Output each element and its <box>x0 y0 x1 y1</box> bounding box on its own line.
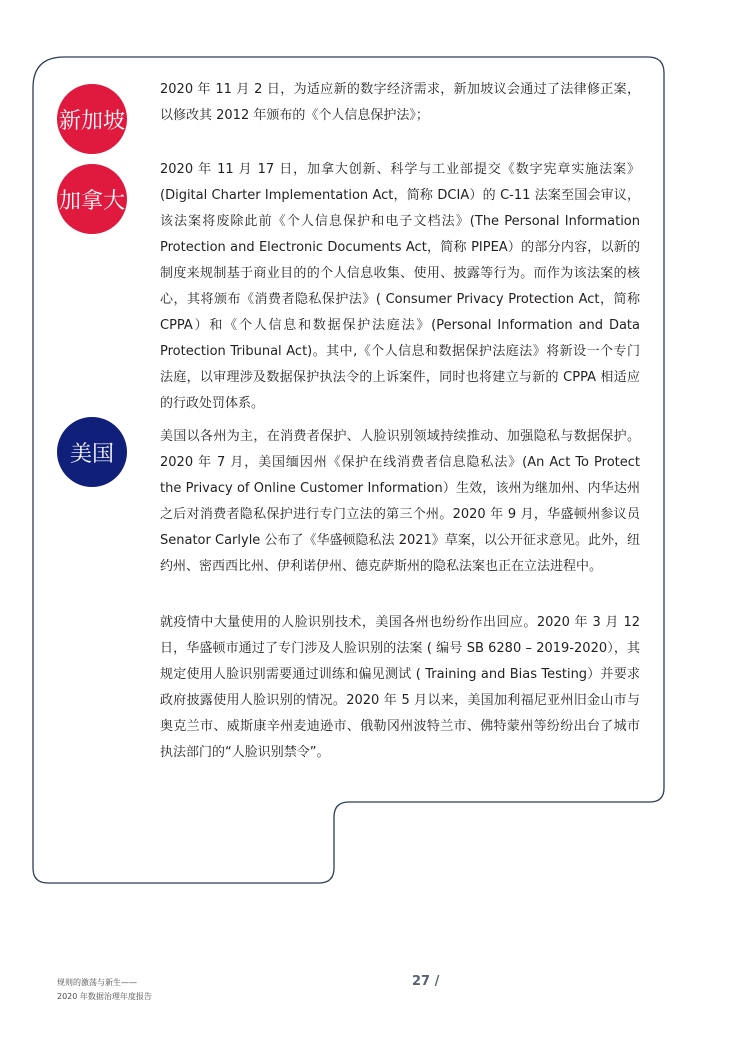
footer-report-title <box>57 976 152 1004</box>
canada-badge: 加拿大 <box>57 164 127 234</box>
singapore-badge: 新加坡 <box>57 84 127 154</box>
usa-paragraph-2: 就疫情中大量使用的人脸识别技术，美国各州也纷纷作出回应。2020 年 3 月 12 日，华盛顿市通过了专门涉及人脸识别的法案 ( 编号 SB 6280 – 2019-2020），其规定使用人脸识别需要通过训练和偏见测试 ( Training and Bias Testing）并要求政府披露使用人脸识别的情况。2020 年 5 月以来，美国加利福尼亚州旧金山市与奥克兰市、威斯康辛州麦迪逊市、俄勒冈州波特兰市、佛特蒙州等纷纷出台了城市执法部门的“人脸识别禁令”。 <box>160 615 640 760</box>
usa-badge: 美国 <box>57 417 127 487</box>
singapore-paragraph: 2020 年 11 月 2 日，为适应新的数字经济需求，新加坡议会通过了法律修正案，以修改其 2012 年颁布的《个人信息保护法》； <box>160 82 640 123</box>
footer-line-2: 2020 年数据治理年度报告 <box>57 992 152 1001</box>
footer-line-1: 规则的激荡与新生—— <box>57 978 137 987</box>
canada-paragraph: 2020 年 11 月 17 日，加拿大创新、科学与工业部提交《数字宪章实施法案》(Digital Charter Implementation Act，简称 DCIA）的 C-11 法案至国会审议，该法案将废除此前《个人信息保护和电子文档法》(The Personal Information Protection and Electronic Documents Act，简称 PIPEA）的部分内容，以新的制度来规制基于商业目的的个人信息收集、使用、披露等行为。而作为该法案的核心，其将颁布《消费者隐私保护法》( Consumer Privacy Protection Act，简称 CPPA）和《个人信息和数据保护法庭法》(Personal Information and Data Protection Tribunal Act)。其中,《个人信息和数据保护法庭法》将新设一个专门法庭，以审理涉及数据保护执法令的上诉案件，同时也将建立与新的 CPPA 相适应的行政处罚体系。 <box>160 162 640 411</box>
page-number: 27 / <box>412 974 440 989</box>
usa-paragraph-1: 美国以各州为主，在消费者保护、人脸识别领域持续推动、加强隐私与数据保护。2020 年 7 月，美国缅因州《保护在线消费者信息隐私法》(An Act To Protect the Privacy of Online Customer Information）生效，该州为继加州、内华达州之后对消费者隐私保护进行专门立法的第三个州。2020 年 9 月，华盛顿州参议员 Senator Carlyle 公布了《华盛顿隐私法 2021》草案，以公开征求意见。此外，纽约州、密西西比州、伊利诺伊州、德克萨斯州的隐私法案也正在立法进程中。 <box>160 429 640 574</box>
